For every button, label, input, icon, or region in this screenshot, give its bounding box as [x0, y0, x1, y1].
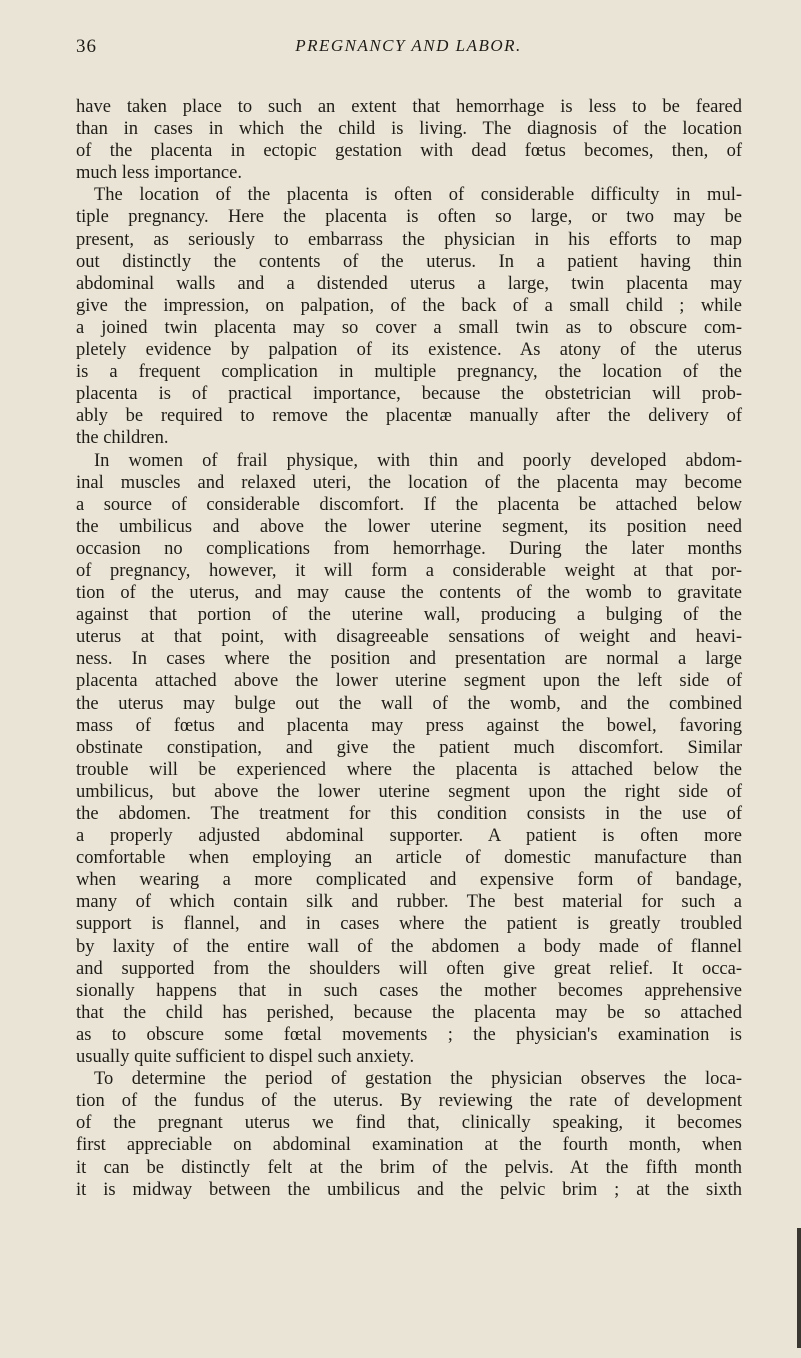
text-line: a joined twin placenta may so cover a small twin as to obscure com- [76, 317, 742, 338]
page-header [76, 36, 741, 64]
text-line: when wearing a more complicated and expensive form of bandage, [76, 870, 742, 891]
text-line: support is flannel, and in cases where the patient is greatly troubled [76, 914, 742, 935]
page-edge-mark [797, 1228, 801, 1348]
text-line: it can be distinctly felt at the brim of the pelvis. At the fifth month [76, 1157, 742, 1178]
text-line: To determine the period of gestation the physician observes the loca- [94, 1069, 742, 1090]
text-line: out distinctly the contents of the uterus. In a patient having thin [76, 251, 742, 272]
text-line: many of which contain silk and rubber. The best material for such a [76, 892, 742, 913]
text-line: mass of fœtus and placenta may press against the bowel, favoring [76, 715, 742, 736]
text-line: present, as seriously to embarrass the physician in his efforts to map [76, 229, 742, 250]
text-line: first appreciable on abdominal examination at the fourth month, when [76, 1135, 742, 1156]
text-line: the uterus may bulge out the wall of the womb, and the combined [76, 693, 742, 714]
text-line: much less importance. [76, 163, 242, 184]
text-line: comfortable when employing an article of domestic manufacture than [76, 848, 742, 869]
text-line: inal muscles and relaxed uteri, the location of the placenta may become [76, 472, 742, 493]
text-line: of pregnancy, however, it will form a considerable weight at that por- [76, 560, 742, 581]
text-line: The location of the placenta is often of considerable difficulty in mul- [94, 185, 742, 206]
text-line: sionally happens that in such cases the mother becomes apprehensive [76, 980, 742, 1001]
text-line: than in cases in which the child is living. The diagnosis of the location [76, 119, 742, 140]
text-line: a source of considerable discomfort. If the placenta be attached below [76, 494, 742, 515]
text-line: ably be required to remove the placentæ manually after the delivery of [76, 406, 742, 427]
text-line: it is midway between the umbilicus and the pelvic brim ; at the sixth [76, 1179, 742, 1200]
text-line: a properly adjusted abdominal supporter. A patient is often more [76, 826, 742, 847]
text-line: occasion no complications from hemorrhage. During the later months [76, 538, 742, 559]
text-line: tiple pregnancy. Here the placenta is often so large, or two may be [76, 207, 742, 228]
text-line: by laxity of the entire wall of the abdomen a body made of flannel [76, 936, 742, 957]
text-line: abdominal walls and a distended uterus a large, twin placenta may [76, 273, 742, 294]
text-line: umbilicus, but above the lower uterine segment upon the right side of [76, 781, 742, 802]
text-line: uterus at that point, with disagreeable sensations of weight and heavi- [76, 627, 742, 648]
text-line: the children. [76, 428, 169, 449]
page-number: 36 [76, 36, 97, 57]
text-line: as to obscure some fœtal movements ; the physician's examination is [76, 1024, 742, 1045]
text-line: against that portion of the uterine wall, producing a bulging of the [76, 605, 742, 626]
text-line: the umbilicus and above the lower uterine segment, its position need [76, 516, 742, 537]
text-line: tion of the uterus, and may cause the contents of the womb to gravitate [76, 583, 742, 604]
text-line: obstinate constipation, and give the patient much discomfort. Similar [76, 737, 742, 758]
text-line: placenta attached above the lower uterine segment upon the left side of [76, 671, 742, 692]
body-text [76, 96, 742, 1201]
text-line: trouble will be experienced where the placenta is attached below the [76, 759, 742, 780]
text-line: of the pregnant uterus we find that, clinically speaking, it becomes [76, 1113, 742, 1134]
text-line: that the child has perished, because the placenta may be so attached [76, 1002, 742, 1023]
text-line: tion of the fundus of the uterus. By reviewing the rate of development [76, 1091, 742, 1112]
text-line: give the impression, on palpation, of the back of a small child ; while [76, 295, 742, 316]
text-line: usually quite sufficient to dispel such anxiety. [76, 1047, 415, 1068]
running-title: PREGNANCY AND LABOR. [295, 36, 522, 55]
text-line: and supported from the shoulders will often give great relief. It occa- [76, 958, 742, 979]
text-line: pletely evidence by palpation of its existence. As atony of the uterus [76, 340, 742, 361]
text-line: the abdomen. The treatment for this condition consists in the use of [76, 804, 742, 824]
text-line: ness. In cases where the position and presentation are normal a large [76, 649, 742, 670]
text-line: In women of frail physique, with thin and poorly developed abdom- [94, 450, 742, 471]
text-line: placenta is of practical importance, because the obstetrician will prob- [76, 384, 742, 405]
text-line: of the placenta in ectopic gestation with dead fœtus becomes, then, of [76, 141, 742, 162]
text-line: is a frequent complication in multiple pregnancy, the location of the [76, 362, 742, 383]
text-line: have taken place to such an extent that hemorrhage is less to be feared [76, 97, 742, 117]
